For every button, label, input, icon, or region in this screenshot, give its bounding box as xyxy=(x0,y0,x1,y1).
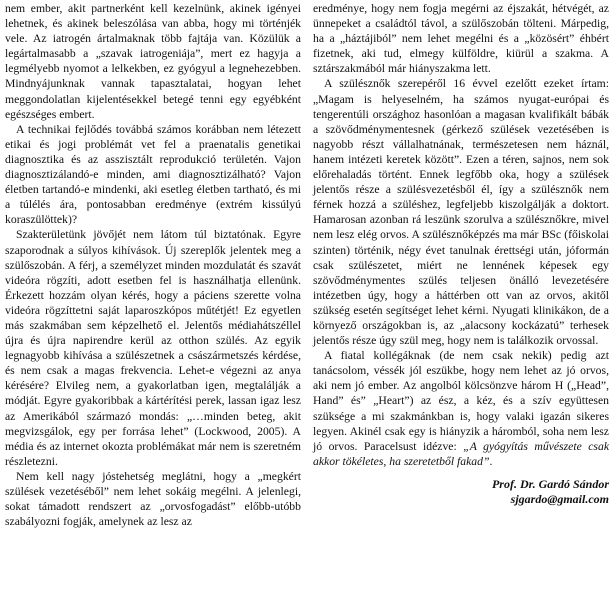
closing-paragraph xyxy=(313,348,609,469)
paragraph: Szakterületünk jövőjét nem látom túl biztatónak. Egyre szaporodnak a súlyos kihívások. Új szereplők jelentek meg a szülőszobán. A férj, a személyzet minden mozdulatát és szavát videóra rögzíti, adott esetben fel is használhatja ellenünk. Érkezett hozzám olyan kérés, hogy a páciens szerette volna videóra rögzíttetni saját laparoszkópos műtétjét! Ez egyetlen más szakmában sem képzelhető el. Jelentős médiahátszéllel újra és újra napirendre kerül az otthon szülés. Az egyik legnagyobb kihívása a szülészetnek a császármetszés kérdése, és nem csak a magas frekvencia. Lehet-e végezni az anya kérésére? Elvileg nem, a gyakorlatban igen, megtalálják a módját. Egyre gyakoribbak a kártérítési perek, lassan igaz lesz az Amerikából származó mondás: „…minden beteg, akit megvizsgálok, egy per forrása lehet” (Lockwood, 2005). A média és az internet okozta problémákat már nem is szeretném részletezni. xyxy=(5,228,301,468)
paragraph: A technikai fejlődés továbbá számos korábban nem létezett etikai és jogi problémát vet fel a praenatalis genetikai diagnosztika és az asszisztált reprodukció területén. Vajon diagnosztizálandó-e minden, ami diagnosztizálható? Vajon életben tartandó-e mindenki, aki esetleg életben tartható, és mi a túlélés ára, pontosabban eredménye (extrém kissúlyú koraszülöttek)? xyxy=(5,122,301,227)
paracelsus-quote: „A gyógyítás művészete csak akkor tökéletes, ha szeretetből fakad” xyxy=(313,439,610,468)
paragraph-text: A fiatal kollégáknak (de nem csak nekik) pedig azt tanácsolom, véssék jól eszükbe, hogy nem lehet az jó orvos, aki nem jó ember. Az angolból kölcsönzve három H („Head”, Hand” és” „Heart”) az ész, a kéz, és a szív együttesen szüksége a mi szakmánkban is, hogy valaki igazán sikeres legyen. Akinél csak egy is hiányzik a háromból, soha nem lesz jó orvos. Paracelsust idézve: xyxy=(313,349,609,453)
paragraph: nem ember, akit partnerként kell kezelnünk, akinek igényei lehetnek, és akinek beleszólása van abba, hogy mi történjék vele. Az iatrogén ártalmaknak több fajtája van. Közülük a legártalmasabb a „szavak iatrogeniája”, mert ez hagyja a legmélyebb nyomot a lelkekben, ez gyógyul a legnehezebben. Mindnyájunknak vannak tapasztalatai, hogyan lehet meggondolatlan kijelentésekkel betegé tenni egy egyébként egészséges embert. xyxy=(5,2,301,121)
left-column xyxy=(5,1,301,604)
quote-end: . xyxy=(489,454,493,468)
author-name: Prof. Dr. Gardó Sándor xyxy=(491,476,609,491)
paragraph: Nem kell nagy jóstehetség meglátni, hogy a „megkért szülések vezetéséből” nem lehet sokáig megélni. A jelenlegi, sokat támadott rendszert az „orvosfogadást” előbb-utóbb szabályozni fogják, amelynek az lesz az xyxy=(5,469,301,529)
paragraph: A szülésznők szerepéről 16 évvel ezelőtt ezeket írtam: „Magam is helyeselném, ha számos nyugat-európai és tengerentúli országhoz hasonlóan a magasan kvalifikált bábák a szövődménymentesnek (gérkező szülések vezetésében is nagyobb részt vállalhatnának, természetesen nem háznál, hanem intézeti keretek között”. Ezen a téren, sajnos, nem sok előrehaladás történt. Ennek legfőbb oka, hogy a szülések jelentős része a szülésvezetésből él, így a szülésznők nem férnek hozzá a szüléshez, legfeljebb kiszolgálják a doktort. Hamarosan azonban rá leszünk szorulva a szülésznőkre, mivel nem lesz elég orvos. A szülésznőképzés ma már BSc (főiskolai szinten) történik, négy évet tanulnak érettségi után, jóformán csak szülészetet, miért ne lennének képesek egy szövődménymentes szülés teljesen önálló levezetésére intézetben úgy, hogy a háttérben ott van az orvos, akitől szükség esetén segítséget lehet kérni. Nyugati klinikákon, de a környező országokban is, az „alacsony kockázatú” terhesek jelentős része úgy szül meg, hogy nem is találkozik orvossal. xyxy=(313,77,609,348)
author-email: sjgardo@gmail.com xyxy=(510,491,609,506)
paragraph: eredménye, hogy nem fogja megérni az éjszakát, hétvégét, az ünnepeket a családtól távol, a szülőszobán tölteni. Márpedig, ha a „háztájiból” nem lehet megélni és a „közösért” éhbért fizetnek, aki tud, elmegy külföldre, kiürül a szakma. A sztárszakmából már hiányszakma lett. xyxy=(313,2,609,76)
right-column xyxy=(313,1,609,604)
